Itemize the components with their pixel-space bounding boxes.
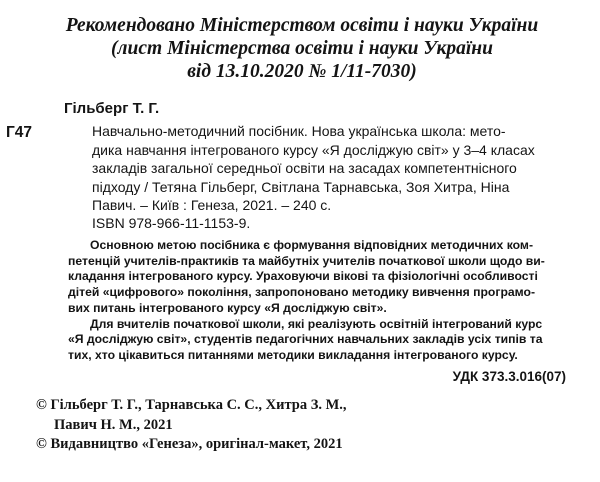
annotation-line: дітей «цифрового» покоління, запропоновано методику вивчення програмо- <box>68 285 536 300</box>
author-heading: Гільберг Т. Г. <box>64 100 160 117</box>
recommendation-line-1: Рекомендовано Міністерством освіти і науки України <box>65 15 539 36</box>
annotation-line: Основною метою посібника є формування відповідних методичних ком- <box>90 238 533 252</box>
bib-line: Навчально-методичний посібник. Нова українська школа: мето- <box>92 123 506 139</box>
bib-line: підходу / Тетяна Гільберг, Світлана Тарнавська, Зоя Хитра, Ніна <box>92 178 510 195</box>
copyright-block <box>36 396 347 455</box>
bib-line: Павич. – Київ : Генеза, 2021. – 240 с. <box>92 197 332 214</box>
bib-line: закладів загальної середньої освіти на засадах компетентнісного <box>92 160 517 177</box>
annotation-line: кладання інтегрованого курсу. Ураховуючи вікові та фізіологічні особливості <box>68 269 538 284</box>
catalog-index: Г47 <box>6 124 33 141</box>
annotation-line: Для вчителів початкової школи, які реалізують освітній інтегрований курс <box>90 316 543 331</box>
annotation <box>68 238 580 364</box>
udk-code: УДК 373.3.016(07) <box>452 369 566 384</box>
annotation-line: петенцій учителів-практиків та майбутніх учителів початкової школи щодо ви- <box>68 253 545 268</box>
copyright-line: © Гільберг Т. Г., Тарнавська С. С., Хитра З. М., <box>36 397 347 413</box>
bib-line: дика навчання інтегрованого курсу «Я досліджую світ» у 3–4 класах <box>92 141 535 158</box>
annotation-line: тих, хто цікавиться питаннями методики викладання інтегрованого курсу. <box>68 347 518 362</box>
annotation-line: вих питань інтегрованого курсу «Я досліджую світ». <box>68 300 387 315</box>
annotation-line: «Я досліджую світ», студентів педагогічних навчальних закладів усіх типів та <box>68 332 543 347</box>
recommendation-line-3: від 13.10.2020 № 1/11-7030) <box>187 61 417 82</box>
bibliographic-description <box>92 122 580 215</box>
isbn: ISBN 978-966-11-1153-9. <box>92 215 251 231</box>
copyright-line: © Видавництво «Генеза», оригінал-макет, 2021 <box>36 436 343 452</box>
copyright-line: Павич Н. М., 2021 <box>54 416 173 433</box>
recommendation-line-2: (лист Міністерства освіти і науки України <box>111 38 493 59</box>
ministry-recommendation <box>24 14 580 83</box>
